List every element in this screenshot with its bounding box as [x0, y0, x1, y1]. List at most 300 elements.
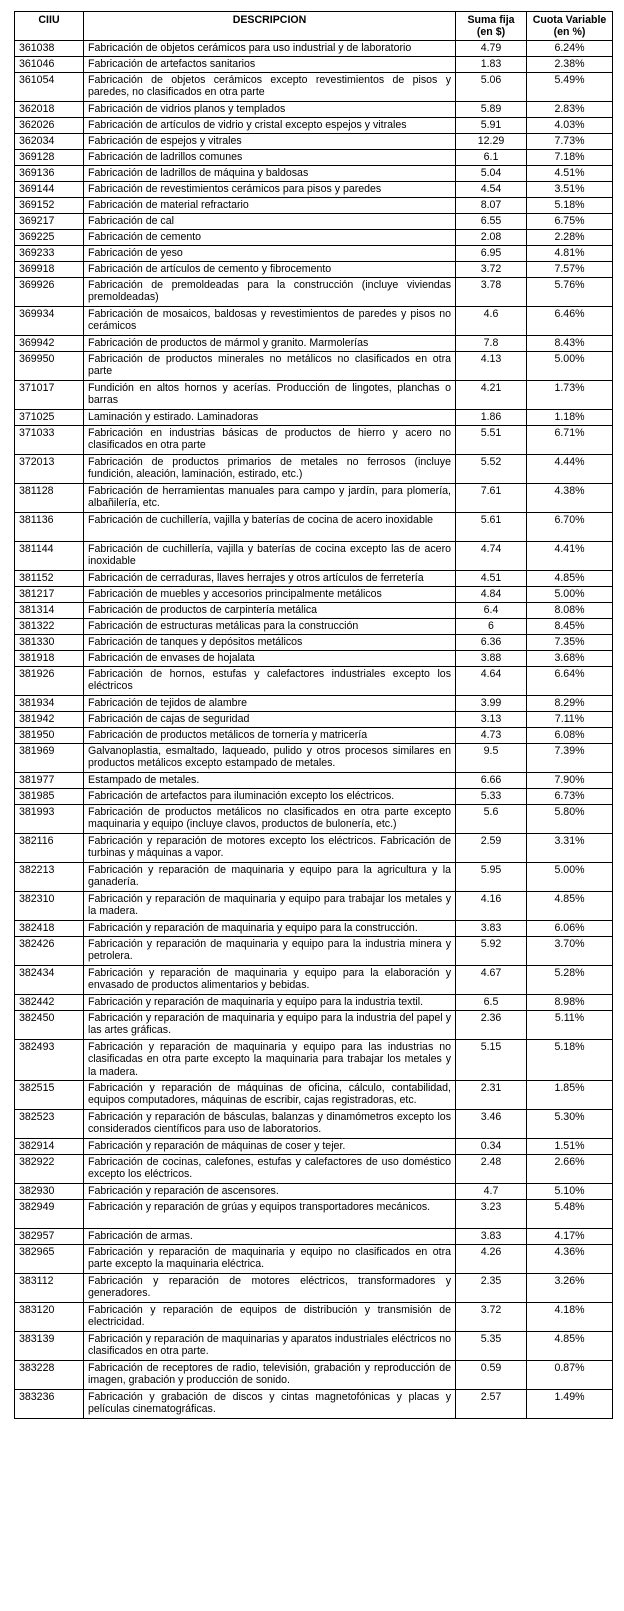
cell-ciiu: 369942 [15, 336, 84, 352]
cell-suma-fija: 6.66 [456, 773, 527, 789]
cell-ciiu: 383112 [15, 1274, 84, 1303]
cell-ciiu: 361038 [15, 41, 84, 57]
table-row [15, 1303, 613, 1332]
cell-cuota-variable: 6.24% [527, 41, 613, 57]
table-row [15, 57, 613, 73]
cell-suma-fija: 3.78 [456, 278, 527, 307]
cell-descripcion: Fabricación de ladrillos de máquina y baldosas [84, 166, 456, 182]
cell-ciiu: 381977 [15, 773, 84, 789]
cell-suma-fija: 4.51 [456, 571, 527, 587]
cell-ciiu: 383139 [15, 1332, 84, 1361]
cell-suma-fija: 4.54 [456, 182, 527, 198]
cell-cuota-variable: 3.68% [527, 651, 613, 667]
table-row [15, 1361, 613, 1390]
cell-cuota-variable: 2.38% [527, 57, 613, 73]
cell-ciiu: 381993 [15, 805, 84, 834]
cell-cuota-variable: 5.00% [527, 352, 613, 381]
cell-suma-fija: 7.8 [456, 336, 527, 352]
table-row [15, 635, 613, 651]
cell-ciiu: 382426 [15, 937, 84, 966]
cell-ciiu: 361046 [15, 57, 84, 73]
table-row [15, 426, 613, 455]
cell-suma-fija: 8.07 [456, 198, 527, 214]
cell-descripcion: Fabricación de productos de mármol y granito. Marmolerías [84, 336, 456, 352]
table-row [15, 102, 613, 118]
table-row [15, 1011, 613, 1040]
cell-descripcion: Fabricación y grabación de discos y cintas magnetofónicas y placas y películas cinematográficas. [84, 1390, 456, 1419]
cell-cuota-variable: 5.76% [527, 278, 613, 307]
cell-suma-fija: 5.89 [456, 102, 527, 118]
cell-suma-fija: 3.46 [456, 1110, 527, 1139]
cell-cuota-variable: 7.39% [527, 744, 613, 773]
cell-ciiu: 381322 [15, 619, 84, 635]
cell-cuota-variable: 4.44% [527, 455, 613, 484]
cell-suma-fija: 4.64 [456, 667, 527, 696]
cell-ciiu: 382442 [15, 995, 84, 1011]
cell-descripcion: Fabricación de envases de hojalata [84, 651, 456, 667]
cell-descripcion: Fabricación y reparación de grúas y equipos transportadores mecánicos. [84, 1200, 456, 1229]
cell-cuota-variable: 5.30% [527, 1110, 613, 1139]
cell-cuota-variable: 4.38% [527, 484, 613, 513]
cell-suma-fija: 4.7 [456, 1184, 527, 1200]
cell-suma-fija: 2.48 [456, 1155, 527, 1184]
cell-descripcion: Fabricación de hornos, estufas y calefactores industriales excepto los eléctricos [84, 667, 456, 696]
cell-cuota-variable: 5.10% [527, 1184, 613, 1200]
cell-ciiu: 381217 [15, 587, 84, 603]
cell-cuota-variable: 6.46% [527, 307, 613, 336]
cell-ciiu: 369152 [15, 198, 84, 214]
table-row [15, 712, 613, 728]
table-row [15, 336, 613, 352]
table-row [15, 410, 613, 426]
cell-cuota-variable: 4.85% [527, 892, 613, 921]
cell-suma-fija: 5.61 [456, 513, 527, 542]
cell-cuota-variable: 1.18% [527, 410, 613, 426]
header-descripcion: DESCRIPCION [84, 12, 456, 41]
cell-suma-fija: 3.72 [456, 262, 527, 278]
table-row [15, 1139, 613, 1155]
cell-cuota-variable: 4.85% [527, 571, 613, 587]
cell-suma-fija: 3.13 [456, 712, 527, 728]
cell-descripcion: Fabricación de objetos cerámicos para uso industrial y de laboratorio [84, 41, 456, 57]
cell-suma-fija: 2.08 [456, 230, 527, 246]
cell-suma-fija: 7.61 [456, 484, 527, 513]
cell-descripcion: Fabricación de herramientas manuales para campo y jardín, para plomería, albañilería, etc. [84, 484, 456, 513]
cell-ciiu: 381926 [15, 667, 84, 696]
cell-ciiu: 381918 [15, 651, 84, 667]
cell-cuota-variable: 6.75% [527, 214, 613, 230]
cell-suma-fija: 5.15 [456, 1040, 527, 1081]
cell-suma-fija: 6.95 [456, 246, 527, 262]
cell-cuota-variable: 6.70% [527, 513, 613, 542]
cell-suma-fija: 12.29 [456, 134, 527, 150]
table-row [15, 484, 613, 513]
table-row [15, 1040, 613, 1081]
cell-cuota-variable: 7.18% [527, 150, 613, 166]
cell-descripcion: Fabricación y reparación de maquinaria y equipo para la construcción. [84, 921, 456, 937]
cell-suma-fija: 5.04 [456, 166, 527, 182]
cell-ciiu: 371017 [15, 381, 84, 410]
cell-suma-fija: 6 [456, 619, 527, 635]
cell-descripcion: Fabricación y reparación de equipos de distribución y transmisión de electricidad. [84, 1303, 456, 1332]
cell-descripcion: Fabricación de estructuras metálicas para la construcción [84, 619, 456, 635]
cell-ciiu: 381985 [15, 789, 84, 805]
cell-descripcion: Fabricación y reparación de maquinaria y equipo para la elaboración y envasado de productos alimentarios y bebidas. [84, 966, 456, 995]
cell-ciiu: 381969 [15, 744, 84, 773]
cell-descripcion: Galvanoplastia, esmaltado, laqueado, pulido y otros procesos similares en productos metálicos excepto estampado de metales. [84, 744, 456, 773]
table-row [15, 587, 613, 603]
cell-descripcion: Fabricación y reparación de básculas, balanzas y dinamómetros excepto los considerados científicos para uso de laboratorios. [84, 1110, 456, 1139]
cell-suma-fija: 4.74 [456, 542, 527, 571]
cell-suma-fija: 3.83 [456, 1229, 527, 1245]
cell-suma-fija: 2.31 [456, 1081, 527, 1110]
cell-suma-fija: 4.84 [456, 587, 527, 603]
cell-cuota-variable: 7.57% [527, 262, 613, 278]
cell-suma-fija: 2.36 [456, 1011, 527, 1040]
cell-suma-fija: 3.88 [456, 651, 527, 667]
cell-cuota-variable: 2.28% [527, 230, 613, 246]
cell-descripcion: Fabricación de receptores de radio, televisión, grabación y reproducción de imagen, grabación y producción de sonido. [84, 1361, 456, 1390]
cell-descripcion: Fabricación y reparación de maquinaria y equipo para las industrias no clasificadas en otra parte excepto la maquinaria para trabajar los metales y la madera. [84, 1040, 456, 1081]
table-row [15, 150, 613, 166]
cell-descripcion: Fabricación y reparación de motores excepto los eléctricos. Fabricación de turbinas y máquinas a vapor. [84, 834, 456, 863]
cell-descripcion: Fabricación de muebles y accesorios principalmente metálicos [84, 587, 456, 603]
cell-descripcion: Fabricación de artículos de vidrio y cristal excepto espejos y vitrales [84, 118, 456, 134]
cell-ciiu: 382965 [15, 1245, 84, 1274]
cell-descripcion: Fabricación de artefactos sanitarios [84, 57, 456, 73]
cell-cuota-variable: 7.90% [527, 773, 613, 789]
cell-ciiu: 383120 [15, 1303, 84, 1332]
cell-cuota-variable: 7.73% [527, 134, 613, 150]
cell-suma-fija: 4.13 [456, 352, 527, 381]
cell-descripcion: Fabricación de yeso [84, 246, 456, 262]
cell-cuota-variable: 6.06% [527, 921, 613, 937]
table-row [15, 246, 613, 262]
cell-descripcion: Fabricación y reparación de maquinaria y equipo para la industria textil. [84, 995, 456, 1011]
cell-suma-fija: 5.06 [456, 73, 527, 102]
cell-ciiu: 381128 [15, 484, 84, 513]
cell-suma-fija: 6.1 [456, 150, 527, 166]
cell-descripcion: Fabricación de vidrios planos y templados [84, 102, 456, 118]
cell-descripcion: Fabricación de tanques y depósitos metálicos [84, 635, 456, 651]
cell-ciiu: 362026 [15, 118, 84, 134]
cell-ciiu: 369136 [15, 166, 84, 182]
cell-descripcion: Fabricación de artículos de cemento y fibrocemento [84, 262, 456, 278]
cell-cuota-variable: 4.81% [527, 246, 613, 262]
cell-suma-fija: 2.59 [456, 834, 527, 863]
cell-cuota-variable: 3.31% [527, 834, 613, 863]
cell-descripcion: Fabricación de productos metálicos no clasificados en otra parte excepto maquinaria y equipo (incluye clavos, productos de bulonería, etc.) [84, 805, 456, 834]
cell-descripcion: Fabricación y reparación de motores eléctricos, transformadores y generadores. [84, 1274, 456, 1303]
cell-cuota-variable: 5.28% [527, 966, 613, 995]
cell-cuota-variable: 2.83% [527, 102, 613, 118]
cell-suma-fija: 5.35 [456, 1332, 527, 1361]
cell-descripcion: Fabricación de productos primarios de metales no ferrosos (incluye fundición, aleación, laminación, estirado, etc.) [84, 455, 456, 484]
cell-cuota-variable: 4.18% [527, 1303, 613, 1332]
table-row [15, 1274, 613, 1303]
cell-descripcion: Fabricación y reparación de maquinaria y equipo para la industria del papel y las artes gráficas. [84, 1011, 456, 1040]
table-row [15, 278, 613, 307]
cell-suma-fija: 6.4 [456, 603, 527, 619]
table-row [15, 773, 613, 789]
cell-cuota-variable: 6.08% [527, 728, 613, 744]
cell-suma-fija: 4.67 [456, 966, 527, 995]
cell-descripcion: Fabricación de armas. [84, 1229, 456, 1245]
cell-ciiu: 382523 [15, 1110, 84, 1139]
header-suma-fija: Suma fija (en $) [456, 12, 527, 41]
tariff-table-container [14, 11, 612, 1419]
cell-cuota-variable: 1.49% [527, 1390, 613, 1419]
cell-cuota-variable: 7.35% [527, 635, 613, 651]
cell-cuota-variable: 5.18% [527, 1040, 613, 1081]
cell-ciiu: 369934 [15, 307, 84, 336]
cell-suma-fija: 4.21 [456, 381, 527, 410]
cell-suma-fija: 1.83 [456, 57, 527, 73]
cell-descripcion: Fabricación de productos metálicos de tornería y matricería [84, 728, 456, 744]
cell-ciiu: 369233 [15, 246, 84, 262]
cell-descripcion: Fabricación de cuchillería, vajilla y baterías de cocina de acero inoxidable [84, 513, 456, 542]
cell-suma-fija: 0.59 [456, 1361, 527, 1390]
cell-ciiu: 381942 [15, 712, 84, 728]
table-row [15, 863, 613, 892]
table-row [15, 728, 613, 744]
table-row [15, 1110, 613, 1139]
cell-descripcion: Fabricación de cerraduras, llaves herrajes y otros artículos de ferretería [84, 571, 456, 587]
cell-descripcion: Fabricación y reparación de máquinas de coser y tejer. [84, 1139, 456, 1155]
cell-ciiu: 369918 [15, 262, 84, 278]
cell-ciiu: 362018 [15, 102, 84, 118]
cell-descripcion: Estampado de metales. [84, 773, 456, 789]
cell-descripcion: Fabricación y reparación de maquinaria y equipo no clasificados en otra parte excepto la maquinaria eléctrica. [84, 1245, 456, 1274]
cell-ciiu: 381934 [15, 696, 84, 712]
cell-cuota-variable: 5.00% [527, 587, 613, 603]
cell-ciiu: 383228 [15, 1361, 84, 1390]
cell-ciiu: 371033 [15, 426, 84, 455]
cell-descripcion: Fabricación de espejos y vitrales [84, 134, 456, 150]
cell-cuota-variable: 1.85% [527, 1081, 613, 1110]
cell-suma-fija: 5.92 [456, 937, 527, 966]
header-ciiu: CIIU [15, 12, 84, 41]
table-row [15, 198, 613, 214]
tariff-table [14, 11, 613, 1419]
cell-suma-fija: 6.36 [456, 635, 527, 651]
cell-ciiu: 382515 [15, 1081, 84, 1110]
table-row [15, 1245, 613, 1274]
cell-suma-fija: 3.23 [456, 1200, 527, 1229]
cell-cuota-variable: 6.64% [527, 667, 613, 696]
cell-cuota-variable: 8.29% [527, 696, 613, 712]
table-row [15, 230, 613, 246]
table-row [15, 619, 613, 635]
cell-suma-fija: 5.52 [456, 455, 527, 484]
table-row [15, 805, 613, 834]
cell-suma-fija: 5.95 [456, 863, 527, 892]
cell-cuota-variable: 4.85% [527, 1332, 613, 1361]
cell-ciiu: 369950 [15, 352, 84, 381]
cell-descripcion: Fabricación y reparación de máquinas de oficina, cálculo, contabilidad, equipos computadores, máquinas de escribir, cajas registradoras, etc. [84, 1081, 456, 1110]
cell-suma-fija: 1.86 [456, 410, 527, 426]
cell-descripcion: Fabricación de cocinas, calefones, estufas y calefactores de uso doméstico excepto los eléctricos. [84, 1155, 456, 1184]
table-row [15, 651, 613, 667]
cell-suma-fija: 5.6 [456, 805, 527, 834]
cell-cuota-variable: 3.70% [527, 937, 613, 966]
cell-descripcion: Fabricación de material refractario [84, 198, 456, 214]
table-body [15, 41, 613, 1419]
cell-ciiu: 382434 [15, 966, 84, 995]
table-row [15, 134, 613, 150]
cell-descripcion: Fabricación de cemento [84, 230, 456, 246]
cell-cuota-variable: 5.11% [527, 1011, 613, 1040]
cell-ciiu: 369217 [15, 214, 84, 230]
table-row [15, 937, 613, 966]
cell-descripcion: Fabricación de productos de carpintería metálica [84, 603, 456, 619]
cell-suma-fija: 6.55 [456, 214, 527, 230]
table-row [15, 513, 613, 542]
header-cuota-variable: Cuota Variable (en %) [527, 12, 613, 41]
table-row [15, 1390, 613, 1419]
table-row [15, 603, 613, 619]
cell-ciiu: 381330 [15, 635, 84, 651]
cell-ciiu: 381314 [15, 603, 84, 619]
table-row [15, 41, 613, 57]
cell-ciiu: 383236 [15, 1390, 84, 1419]
cell-cuota-variable: 1.73% [527, 381, 613, 410]
table-row [15, 834, 613, 863]
cell-ciiu: 362034 [15, 134, 84, 150]
cell-cuota-variable: 2.66% [527, 1155, 613, 1184]
cell-descripcion: Fabricación de cuchillería, vajilla y baterías de cocina excepto las de acero inoxidable [84, 542, 456, 571]
cell-ciiu: 382949 [15, 1200, 84, 1229]
cell-ciiu: 382922 [15, 1155, 84, 1184]
cell-cuota-variable: 8.45% [527, 619, 613, 635]
cell-ciiu: 382493 [15, 1040, 84, 1081]
cell-ciiu: 382213 [15, 863, 84, 892]
cell-suma-fija: 3.83 [456, 921, 527, 937]
cell-descripcion: Fabricación de artefactos para iluminación excepto los eléctricos. [84, 789, 456, 805]
cell-ciiu: 381136 [15, 513, 84, 542]
table-row [15, 381, 613, 410]
cell-suma-fija: 4.73 [456, 728, 527, 744]
cell-cuota-variable: 4.03% [527, 118, 613, 134]
cell-descripcion: Fabricación de cal [84, 214, 456, 230]
cell-cuota-variable: 3.51% [527, 182, 613, 198]
cell-descripcion: Fabricación y reparación de maquinaria y equipo para la agricultura y la ganadería. [84, 863, 456, 892]
cell-ciiu: 369128 [15, 150, 84, 166]
table-row [15, 1081, 613, 1110]
cell-suma-fija: 5.91 [456, 118, 527, 134]
table-row [15, 118, 613, 134]
cell-ciiu: 382116 [15, 834, 84, 863]
cell-suma-fija: 4.16 [456, 892, 527, 921]
cell-suma-fija: 0.34 [456, 1139, 527, 1155]
cell-descripcion: Fabricación y reparación de maquinaria y equipo para la industria minera y petrolera. [84, 937, 456, 966]
cell-ciiu: 369926 [15, 278, 84, 307]
cell-suma-fija: 5.33 [456, 789, 527, 805]
cell-suma-fija: 4.6 [456, 307, 527, 336]
table-row [15, 571, 613, 587]
table-row [15, 73, 613, 102]
cell-cuota-variable: 8.08% [527, 603, 613, 619]
cell-cuota-variable: 1.51% [527, 1139, 613, 1155]
cell-suma-fija: 5.51 [456, 426, 527, 455]
table-row [15, 1184, 613, 1200]
cell-suma-fija: 4.26 [456, 1245, 527, 1274]
table-row [15, 995, 613, 1011]
table-row [15, 307, 613, 336]
cell-cuota-variable: 4.36% [527, 1245, 613, 1274]
table-row [15, 262, 613, 278]
cell-suma-fija: 4.79 [456, 41, 527, 57]
table-row [15, 455, 613, 484]
cell-ciiu: 382310 [15, 892, 84, 921]
cell-descripcion: Fabricación de cajas de seguridad [84, 712, 456, 728]
cell-cuota-variable: 4.51% [527, 166, 613, 182]
cell-descripcion: Fabricación de premoldeadas para la construcción (incluye viviendas premoldeadas) [84, 278, 456, 307]
table-row [15, 789, 613, 805]
cell-ciiu: 372013 [15, 455, 84, 484]
cell-ciiu: 369144 [15, 182, 84, 198]
table-row [15, 1200, 613, 1229]
cell-ciiu: 371025 [15, 410, 84, 426]
cell-descripcion: Fabricación y reparación de maquinaria y equipo para trabajar los metales y la madera. [84, 892, 456, 921]
cell-descripcion: Fabricación de revestimientos cerámicos para pisos y paredes [84, 182, 456, 198]
cell-ciiu: 361054 [15, 73, 84, 102]
cell-descripcion: Fundición en altos hornos y acerías. Producción de lingotes, planchas o barras [84, 381, 456, 410]
table-row [15, 966, 613, 995]
table-row [15, 1332, 613, 1361]
cell-descripcion: Fabricación de ladrillos comunes [84, 150, 456, 166]
cell-suma-fija: 3.72 [456, 1303, 527, 1332]
cell-cuota-variable: 5.49% [527, 73, 613, 102]
cell-descripcion: Fabricación de mosaicos, baldosas y revestimientos de paredes y pisos no cerámicos [84, 307, 456, 336]
cell-descripcion: Fabricación de objetos cerámicos excepto revestimientos de pisos y paredes, no clasificados en otra parte [84, 73, 456, 102]
cell-descripcion: Laminación y estirado. Laminadoras [84, 410, 456, 426]
cell-cuota-variable: 5.00% [527, 863, 613, 892]
cell-descripcion: Fabricación de productos minerales no metálicos no clasificados en otra parte [84, 352, 456, 381]
cell-cuota-variable: 6.73% [527, 789, 613, 805]
cell-cuota-variable: 5.48% [527, 1200, 613, 1229]
cell-descripcion: Fabricación y reparación de ascensores. [84, 1184, 456, 1200]
cell-suma-fija: 6.5 [456, 995, 527, 1011]
cell-cuota-variable: 3.26% [527, 1274, 613, 1303]
cell-ciiu: 382957 [15, 1229, 84, 1245]
table-row [15, 1155, 613, 1184]
cell-cuota-variable: 4.17% [527, 1229, 613, 1245]
cell-descripcion: Fabricación y reparación de maquinarias y aparatos industriales eléctricos no clasificados en otra parte. [84, 1332, 456, 1361]
cell-cuota-variable: 5.18% [527, 198, 613, 214]
table-row [15, 542, 613, 571]
cell-cuota-variable: 6.71% [527, 426, 613, 455]
table-row [15, 352, 613, 381]
cell-ciiu: 382450 [15, 1011, 84, 1040]
table-row [15, 214, 613, 230]
table-row [15, 744, 613, 773]
cell-cuota-variable: 4.41% [527, 542, 613, 571]
cell-cuota-variable: 8.98% [527, 995, 613, 1011]
cell-cuota-variable: 7.11% [527, 712, 613, 728]
cell-suma-fija: 3.99 [456, 696, 527, 712]
table-row [15, 892, 613, 921]
cell-cuota-variable: 8.43% [527, 336, 613, 352]
cell-suma-fija: 2.35 [456, 1274, 527, 1303]
cell-ciiu: 382914 [15, 1139, 84, 1155]
table-row [15, 1229, 613, 1245]
table-row [15, 166, 613, 182]
cell-descripcion: Fabricación en industrias básicas de productos de hierro y acero no clasificados en otra parte [84, 426, 456, 455]
cell-descripcion: Fabricación de tejidos de alambre [84, 696, 456, 712]
cell-ciiu: 382418 [15, 921, 84, 937]
header-row [15, 12, 613, 41]
